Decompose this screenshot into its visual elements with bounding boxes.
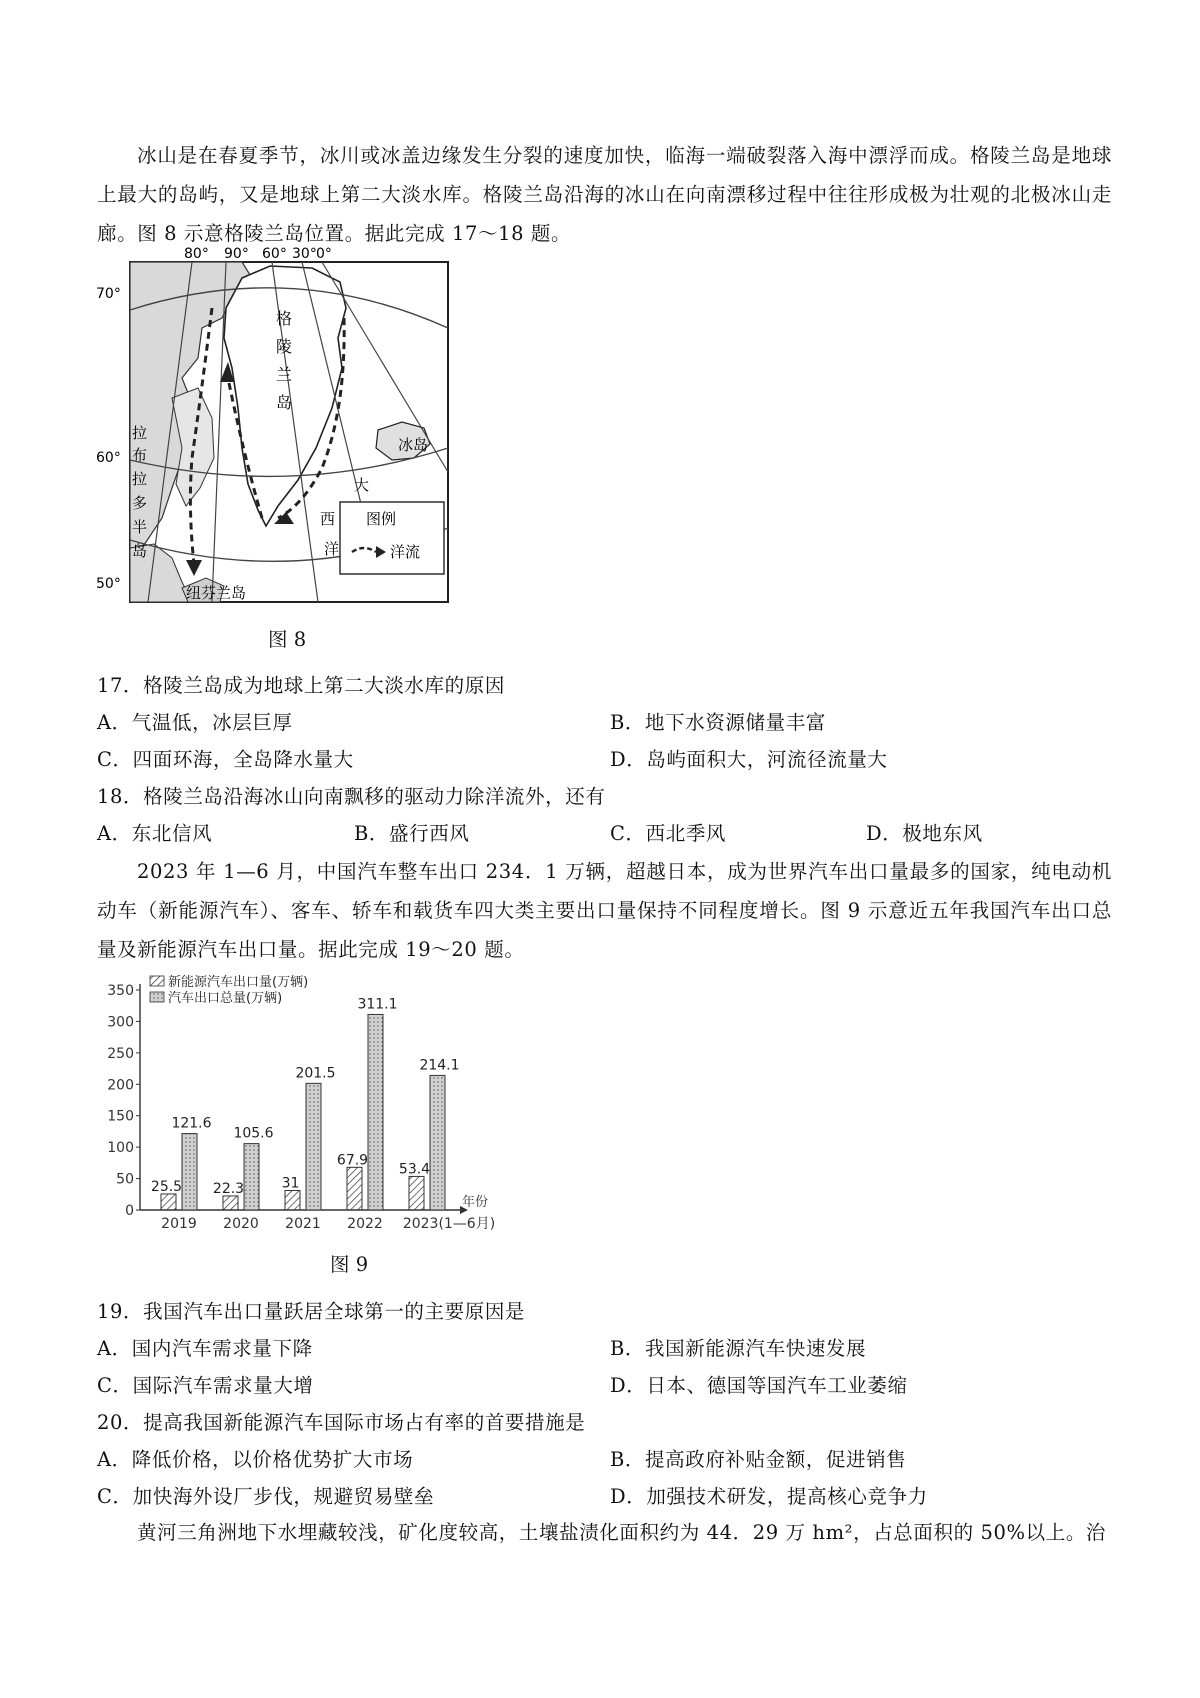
figure-8-caption: 图 8 — [268, 628, 307, 651]
labrador-label-char: 半 — [132, 518, 148, 536]
x-tick-label: 2019 — [161, 1216, 197, 1232]
car-export-chart-svg — [100, 972, 520, 1244]
labrador-label-char: 拉 — [132, 424, 148, 442]
legend-total-label: 汽车出口总量(万辆) — [168, 991, 283, 1006]
labrador-label-char: 多 — [132, 494, 148, 512]
bar-total-export — [430, 1075, 445, 1210]
lat-label: 60° — [96, 450, 121, 466]
legend-title: 图例 — [366, 510, 397, 528]
question-19-option-c[interactable]: C．国际汽车需求量大增 — [97, 1374, 314, 1397]
question-18-option-b[interactable]: B．盛行西风 — [354, 822, 470, 845]
question-17-stem: 17．格陵兰岛成为地球上第二大淡水库的原因 — [97, 674, 505, 697]
legend-nev-label: 新能源汽车出口量(万辆) — [168, 975, 309, 990]
labrador-label-char: 拉 — [132, 470, 148, 488]
question-17-option-c[interactable]: C．四面环海，全岛降水量大 — [97, 748, 354, 771]
question-17-option-b[interactable]: B．地下水资源储量丰富 — [610, 711, 826, 734]
greenland-label-char: 兰 — [276, 365, 293, 384]
y-tick-label: 300 — [107, 1014, 134, 1031]
greenland-label-char: 岛 — [276, 393, 293, 412]
bar-nev-export — [223, 1196, 238, 1210]
x-tick-label: 2022 — [347, 1216, 383, 1232]
legend-total-swatch — [150, 992, 164, 1002]
greenland-map-svg — [96, 246, 458, 612]
lon-label: 30° — [292, 246, 317, 262]
bar-total-export — [244, 1144, 259, 1210]
x-tick-label: 2020 — [223, 1216, 259, 1232]
question-19-option-b[interactable]: B．我国新能源汽车快速发展 — [610, 1337, 867, 1360]
question-20-option-c[interactable]: C．加快海外设厂步伐，规避贸易壁垒 — [97, 1485, 435, 1508]
atlantic-label-char: 洋 — [324, 540, 340, 558]
intro-paragraph-car-export: 2023 年 1—6 月，中国汽车整车出口 234．1 万辆，超越日本，成为世界汽车出口量最多的国家，纯电动机动车（新能源汽车）、客车、轿车和载货车四大类主要出口量保持不同程度增长。图 9 示意近五年我国汽车出口总量及新能源汽车出口量。据此完成 19～20 题。 — [97, 860, 1112, 961]
bar-total-value-label: 105.6 — [233, 1125, 274, 1142]
question-18-option-d[interactable]: D．极地东风 — [866, 822, 983, 845]
bar-nev-value-label: 53.4 — [398, 1161, 431, 1178]
bar-nev-export — [285, 1191, 300, 1210]
intro-paragraph-yellow-river-delta: 黄河三角洲地下水埋藏较浅，矿化度较高，土壤盐渍化面积约为 44．29 万 hm²，占总面积的 50%以上。治 — [137, 1521, 1107, 1544]
y-tick-label: 0 — [125, 1203, 134, 1219]
question-20-option-d[interactable]: D．加强技术研发，提高核心竞争力 — [610, 1485, 928, 1508]
question-17-option-a[interactable]: A．气温低，冰层巨厚 — [97, 711, 293, 734]
bar-total-export — [182, 1134, 197, 1210]
question-20-option-b[interactable]: B．提高政府补贴金额，促进销售 — [610, 1448, 907, 1471]
lon-label: 0° — [316, 246, 332, 262]
question-20-option-a[interactable]: A．降低价格，以价格优势扩大市场 — [97, 1448, 414, 1471]
atlantic-label-char: 西 — [320, 510, 336, 528]
question-19-option-a[interactable]: A．国内汽车需求量下降 — [97, 1337, 313, 1360]
x-axis-title: 年份 — [462, 1195, 489, 1210]
newfoundland-label: 纽芬兰岛 — [186, 584, 247, 602]
x-tick-label: 2021 — [285, 1216, 321, 1232]
question-19-option-d[interactable]: D．日本、德国等国汽车工业萎缩 — [610, 1374, 908, 1397]
lon-label: 80° — [184, 246, 209, 262]
y-tick-label: 200 — [107, 1077, 134, 1094]
bar-nev-export — [161, 1194, 176, 1210]
bar-nev-value-label: 25.5 — [150, 1178, 183, 1195]
question-20-stem: 20．提高我国新能源汽车国际市场占有率的首要措施是 — [97, 1411, 586, 1434]
question-18-stem: 18．格陵兰岛沿海冰山向南飘移的驱动力除洋流外，还有 — [97, 785, 606, 808]
x-tick-label: 2023(1—6月) — [402, 1216, 496, 1232]
bar-total-value-label: 201.5 — [295, 1065, 336, 1082]
labrador-label-char: 布 — [132, 446, 148, 464]
greenland-label-char: 格 — [276, 309, 293, 328]
question-18-option-a[interactable]: A．东北信风 — [97, 822, 213, 845]
bar-total-value-label: 214.1 — [419, 1057, 460, 1074]
bar-total-export — [306, 1083, 321, 1210]
car-export-chart — [100, 972, 520, 1244]
lat-label: 70° — [96, 286, 121, 302]
lon-label: 60° — [262, 246, 287, 262]
question-19-stem: 19．我国汽车出口量跃居全球第一的主要原因是 — [97, 1300, 526, 1323]
y-tick-label: 250 — [107, 1045, 134, 1062]
question-18-option-c[interactable]: C．西北季风 — [610, 822, 727, 845]
legend-nev-swatch — [150, 976, 164, 986]
question-17-option-d[interactable]: D．岛屿面积大，河流径流量大 — [610, 748, 888, 771]
iceland-label: 冰岛 — [398, 436, 429, 454]
bar-total-value-label: 311.1 — [357, 996, 398, 1013]
y-tick-label: 350 — [107, 983, 134, 999]
bar-nev-value-label: 67.9 — [336, 1152, 369, 1169]
lon-label: 90° — [224, 246, 249, 262]
figure-9-caption: 图 9 — [330, 1253, 369, 1276]
y-tick-label: 150 — [107, 1108, 134, 1125]
atlantic-label-char: 大 — [354, 476, 370, 494]
bar-nev-value-label: 22.3 — [212, 1180, 245, 1197]
bar-total-value-label: 121.6 — [171, 1115, 212, 1132]
bar-total-export — [368, 1014, 383, 1210]
labrador-label-char: 岛 — [132, 542, 148, 560]
greenland-label-char: 陵 — [276, 337, 293, 356]
bar-nev-export — [409, 1176, 424, 1210]
legend-current-label: 洋流 — [390, 543, 421, 561]
intro-paragraph-greenland: 冰山是在春夏季节，冰川或冰盖边缘发生分裂的速度加快，临海一端破裂落入海中漂浮而成。格陵兰岛是地球上最大的岛屿，又是地球上第二大淡水库。格陵兰岛沿海的冰山在向南漂移过程中往往形成极为壮观的北极冰山走廊。图 8 示意格陵兰岛位置。据此完成 17～18 题。 — [97, 144, 1112, 245]
y-tick-label: 50 — [116, 1171, 134, 1188]
bar-nev-export — [347, 1167, 362, 1210]
greenland-map — [96, 246, 458, 612]
y-tick-label: 100 — [107, 1140, 134, 1157]
bar-nev-value-label: 31 — [281, 1175, 300, 1192]
lat-label: 50° — [96, 576, 121, 592]
